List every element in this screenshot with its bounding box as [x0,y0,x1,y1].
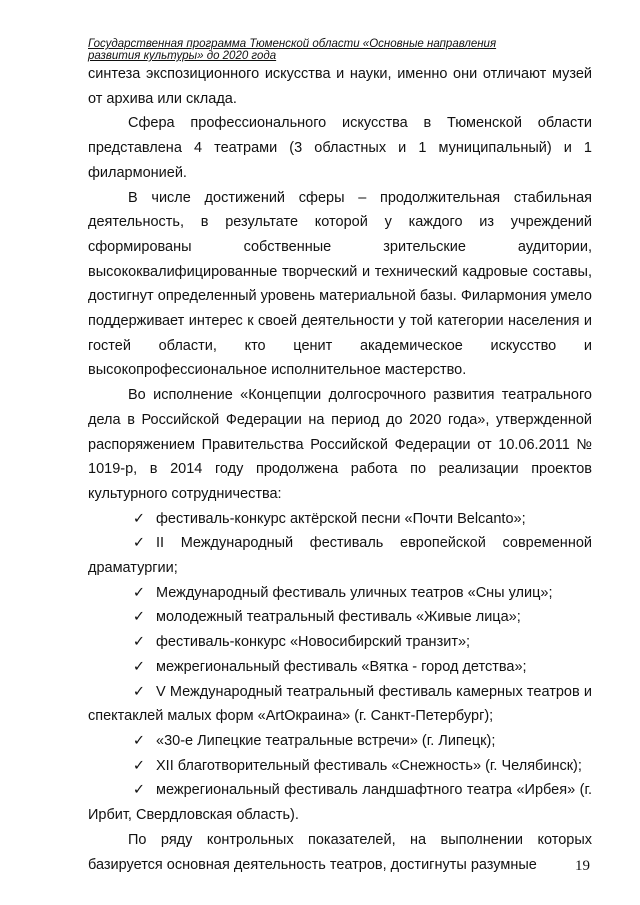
checkmark-icon: ✓ [132,732,146,749]
list-item [88,630,592,655]
list-item [88,605,592,630]
checkmark-icon: ✓ [132,757,146,774]
list-item [88,531,592,580]
header-line-1: Государственная программа Тюменской области «Основные направления [88,38,497,50]
paragraph: синтеза экспозиционного искусства и науки, именно они отличают музей от архива или склада. [88,66,592,107]
list-item [88,581,592,606]
page-number: 19 [575,858,590,874]
header-line-2: развития культуры» до 2020 года [88,50,277,62]
list-item [88,655,592,680]
document-header [88,38,497,62]
list-item-text: V Международный театральный фестиваль камерных театров и спектаклей малых форм «ArtОкраина» (г. Санкт-Петербург); [88,683,592,725]
list-item [88,680,592,729]
list-item-text: молодежный театральный фестиваль «Живые лица»; [156,609,521,626]
list-item-text: фестиваль-конкурс «Новосибирский транзит»; [156,634,471,651]
checkmark-icon: ✓ [132,658,146,675]
list-item-text: «30-е Липецкие театральные встречи» (г. Липецк); [156,732,496,749]
list-item-text: межрегиональный фестиваль «Вятка - город детства»; [156,658,527,675]
list-item-text: XII благотворительный фестиваль «Снежность» (г. Челябинск); [156,757,582,774]
checkmark-icon: ✓ [132,683,146,700]
paragraph: Во исполнение «Концепции долгосрочного развития театрального дела в Российской Федерации на период до 2020 года», утвержденной распоряжением Правительства Российской Федерации от 10.06.2011 № 1019-р, в 2014 году продолжена работа по реализации проектов культурного сотрудничества: [88,387,592,502]
checkmark-icon: ✓ [132,609,146,626]
list-item [88,778,592,827]
checkmark-icon: ✓ [132,510,146,527]
checkmark-icon: ✓ [132,782,146,799]
checkmark-icon: ✓ [132,535,146,552]
paragraph: В числе достижений сферы – продолжительная стабильная деятельность, в результате которой у каждого из учреждений сформированы собственные зрительские аудитории, высококвалифицированные творческий и технический кадровые составы, достигнут определенный уровень материальной базы. Филармония умело поддерживает интерес к своей деятельности у той категории населения и гостей области, кто ценит академическое искусство и высокопрофессиональное исполнительное мастерство. [88,189,592,379]
list-item [88,754,592,779]
checkmark-icon: ✓ [132,634,146,651]
list-item-text: фестиваль-конкурс актёрской песни «Почти Belcanto»; [156,510,526,527]
list-item-text: II Международный фестиваль европейской современной драматургии; [88,535,592,577]
paragraph: Сфера профессионального искусства в Тюменской области представлена 4 театрами (3 областных и 1 муниципальный) и 1 филармонией. [88,115,592,181]
checkmark-icon: ✓ [132,584,146,601]
document-body [88,62,592,877]
list-item-text: Международный фестиваль уличных театров «Сны улиц»; [156,584,553,601]
list-item [88,507,592,532]
paragraph: По ряду контрольных показателей, на выполнении которых базируется основная деятельность театров, достигнуты разумные [88,831,592,873]
list-item-text: межрегиональный фестиваль ландшафтного театра «Ирбея» (г. Ирбит, Свердловская область). [88,782,592,824]
list-item [88,729,592,754]
